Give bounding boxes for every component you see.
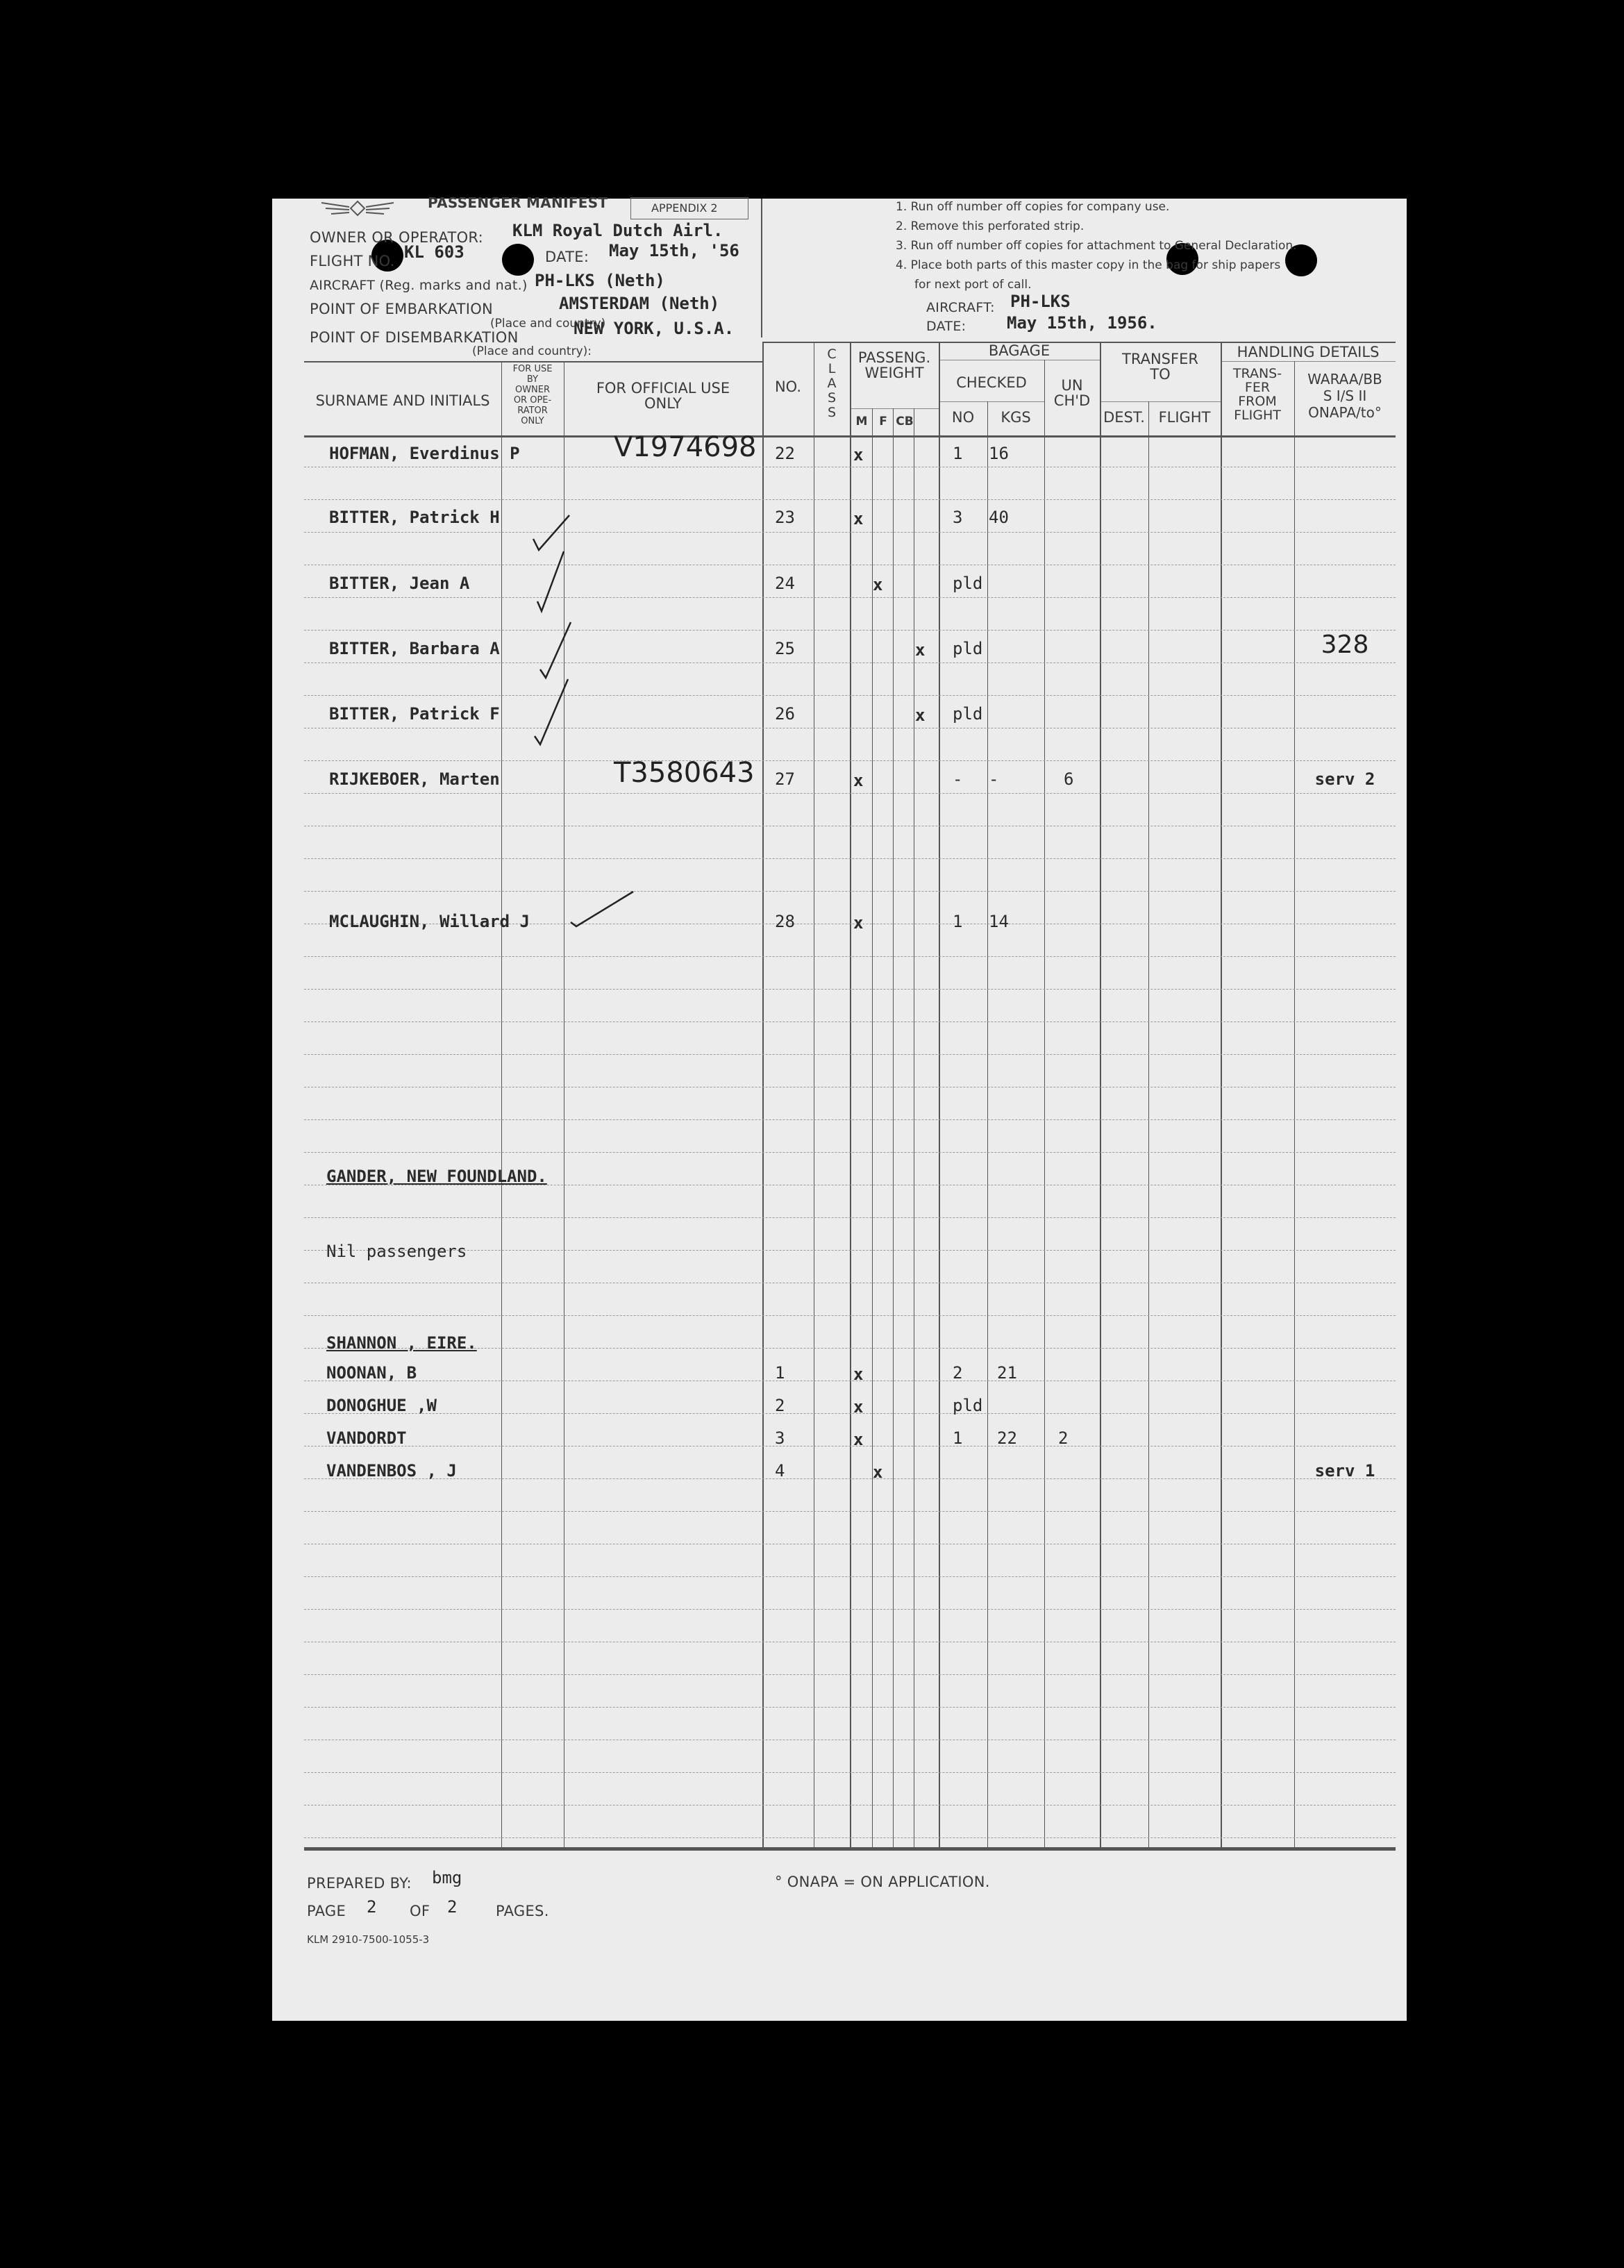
disembarkation-value: NEW YORK, U.S.A. bbox=[574, 319, 735, 338]
passenger-name: BITTER, Jean A bbox=[329, 574, 470, 593]
owner-use-header: FOR USE BY OWNER OR OPE- RATOR ONLY bbox=[512, 364, 553, 426]
weight-m-mark: x bbox=[853, 1430, 864, 1449]
instructions-date-value: May 15th, 1956. bbox=[1007, 313, 1157, 333]
instructions-date-label: DATE: bbox=[926, 319, 966, 334]
instructions-list bbox=[896, 197, 1297, 294]
bag-count: 1 bbox=[953, 1428, 963, 1448]
passenger-name: BITTER, Patrick H bbox=[329, 508, 500, 527]
gander-heading: GANDER, NEW FOUNDLAND. bbox=[326, 1167, 547, 1186]
ruled-line bbox=[304, 956, 1396, 957]
ruled-line bbox=[304, 793, 1396, 794]
handling-value: 328 bbox=[1321, 631, 1369, 659]
ruled-line bbox=[304, 1674, 1396, 1675]
ruled-line bbox=[304, 1478, 1396, 1479]
passenger-number: 28 bbox=[775, 912, 795, 931]
unchecked-value: 6 bbox=[1064, 769, 1074, 789]
passenger-number: 26 bbox=[775, 704, 795, 724]
dest-header: DEST. bbox=[1103, 409, 1145, 426]
embarkation-label: POINT OF EMBARKATION bbox=[310, 301, 494, 317]
instructions-aircraft-value: PH-LKS bbox=[1010, 292, 1071, 311]
weight-m-mark: x bbox=[853, 509, 864, 528]
ruled-line bbox=[304, 1707, 1396, 1708]
aircraft-value: PH-LKS (Neth) bbox=[535, 271, 665, 290]
check-mark-icon bbox=[540, 622, 571, 678]
weight-cb-header: CB bbox=[896, 415, 914, 428]
transfer-rule bbox=[1100, 401, 1221, 402]
ruled-line bbox=[304, 1413, 1396, 1414]
checked-header: CHECKED bbox=[956, 374, 1027, 391]
passenger-name: MCLAUGHIN, Willard J bbox=[329, 912, 530, 931]
weight-f-mark: x bbox=[873, 575, 883, 594]
ruled-line bbox=[304, 760, 1396, 761]
col-line bbox=[893, 408, 894, 1847]
bag-count: - bbox=[953, 769, 963, 789]
flight-label: FLIGHT NO. bbox=[310, 253, 395, 269]
ruled-line bbox=[304, 1152, 1396, 1153]
checked-rule bbox=[939, 401, 1044, 402]
of-label: OF bbox=[410, 1903, 430, 1919]
onapa-note: ° ONAPA = ON APPLICATION. bbox=[775, 1874, 990, 1890]
passenger-name: BITTER, Barbara A bbox=[329, 639, 500, 658]
bag-kgs: 16 bbox=[989, 444, 1009, 463]
airline-wings-logo-icon bbox=[316, 199, 399, 222]
passenger-number: 27 bbox=[775, 769, 795, 789]
weight-m-mark: x bbox=[853, 913, 864, 933]
ruled-line bbox=[304, 1250, 1396, 1251]
page-value: 2 bbox=[367, 1897, 377, 1917]
form-number: KLM 2910-7500-1055-3 bbox=[307, 1933, 430, 1946]
ruled-line bbox=[304, 1576, 1396, 1577]
passenger-number: 23 bbox=[775, 508, 795, 527]
shannon-heading: SHANNON , EIRE. bbox=[326, 1333, 477, 1353]
transfer-from-header: TRANS- FER FROM FLIGHT bbox=[1232, 366, 1282, 423]
bag-count: pld bbox=[953, 574, 983, 593]
col-line bbox=[987, 401, 988, 1847]
bag-kgs: - bbox=[989, 769, 999, 789]
passenger-number: 25 bbox=[775, 639, 795, 658]
passenger-weight-header: PASSENG. WEIGHT bbox=[857, 349, 931, 381]
ruled-line bbox=[304, 891, 1396, 892]
page-label: PAGE bbox=[307, 1903, 346, 1919]
col-line bbox=[1221, 342, 1222, 1847]
check-mark-icon bbox=[569, 887, 639, 929]
weight-m-mark: x bbox=[853, 445, 864, 465]
bag-count: 1 bbox=[953, 912, 963, 931]
col-line bbox=[850, 342, 851, 1847]
no-header: NO. bbox=[774, 378, 802, 395]
col-line bbox=[501, 361, 502, 1847]
weight-f-header: F bbox=[879, 415, 887, 428]
bag-kgs: 40 bbox=[989, 508, 1009, 527]
bag-count: 1 bbox=[953, 444, 963, 463]
check-mark-icon bbox=[537, 551, 564, 611]
passenger-number: 4 bbox=[775, 1461, 785, 1481]
unchecked-header: UN CH'D bbox=[1053, 377, 1091, 409]
ruled-line bbox=[304, 662, 1396, 663]
passenger-number: 22 bbox=[775, 444, 795, 463]
pages-label: PAGES. bbox=[496, 1903, 549, 1919]
passenger-name: NOONAN, B bbox=[326, 1363, 417, 1383]
embarkation-sub: (Place and country) bbox=[490, 317, 606, 331]
weight-m-header: M bbox=[855, 415, 868, 428]
class-header: C L A S S bbox=[827, 347, 837, 420]
handling-rule bbox=[1221, 361, 1396, 362]
surname-header: SURNAME AND INITIALS bbox=[315, 392, 490, 409]
ruled-line bbox=[304, 597, 1396, 598]
ruled-line bbox=[304, 499, 1396, 500]
date-value: May 15th, '56 bbox=[609, 241, 739, 260]
col-line bbox=[1294, 361, 1295, 1847]
col-line bbox=[1148, 401, 1149, 1847]
form-title: PASSENGER MANIFEST bbox=[428, 194, 608, 211]
ruled-line bbox=[304, 989, 1396, 990]
weight-rule bbox=[850, 408, 939, 409]
ruled-line bbox=[304, 1511, 1396, 1512]
passenger-number: 24 bbox=[775, 574, 795, 593]
owner-label: OWNER OR OPERATOR: bbox=[310, 229, 484, 246]
weight-f-mark: x bbox=[873, 1462, 883, 1482]
weight-m-mark: x bbox=[853, 1365, 864, 1384]
passenger-name: VANDENBOS , J bbox=[326, 1461, 457, 1481]
weight-cb-mark: x bbox=[915, 640, 926, 660]
kgs-header: KGS bbox=[1001, 409, 1031, 426]
manifest-sheet bbox=[272, 199, 1407, 2021]
prepared-by-label: PREPARED BY: bbox=[307, 1875, 412, 1892]
col-line bbox=[939, 342, 940, 1847]
bagage-header: BAGAGE bbox=[988, 342, 1050, 359]
instructions-aircraft-label: AIRCRAFT: bbox=[926, 300, 995, 315]
passenger-name: VANDORDT bbox=[326, 1428, 407, 1448]
instruction-item: 2. Remove this perforated strip. bbox=[896, 219, 1085, 233]
instruction-item: 3. Run off number off copies for attachment to General Declaration. bbox=[896, 239, 1297, 253]
perforation-line bbox=[761, 199, 762, 337]
passenger-name: HOFMAN, Everdinus P bbox=[329, 444, 520, 463]
passenger-number: 2 bbox=[775, 1396, 785, 1415]
ruled-line bbox=[304, 1609, 1396, 1610]
passenger-name: BITTER, Patrick F bbox=[329, 704, 500, 724]
col-line bbox=[872, 408, 873, 1847]
disembarkation-sub: (Place and country): bbox=[472, 344, 592, 358]
bag-count: pld bbox=[953, 1396, 983, 1415]
instruction-item: 1. Run off number off copies for company use. bbox=[896, 200, 1170, 214]
ruled-line bbox=[304, 1805, 1396, 1806]
ruled-line bbox=[304, 630, 1396, 631]
handling-value: serv 1 bbox=[1314, 1461, 1375, 1481]
official-use-header: FOR OFFICIAL USE ONLY bbox=[596, 380, 730, 412]
passenger-number: 1 bbox=[775, 1363, 785, 1383]
ruled-line bbox=[304, 532, 1396, 533]
col-line bbox=[1100, 342, 1101, 1847]
official-use-value: T3580643 bbox=[614, 757, 755, 789]
owner-value: KLM Royal Dutch Airl. bbox=[512, 221, 723, 240]
ruled-line bbox=[304, 1119, 1396, 1120]
official-use-value: V1974698 bbox=[614, 431, 757, 463]
ruled-line bbox=[304, 1054, 1396, 1055]
bag-kgs: 14 bbox=[989, 912, 1009, 931]
flight-header: FLIGHT bbox=[1158, 409, 1211, 426]
weight-cb-mark: x bbox=[915, 706, 926, 725]
check-marks bbox=[528, 472, 611, 750]
gander-note: Nil passengers bbox=[326, 1242, 467, 1261]
ruled-line bbox=[304, 1772, 1396, 1773]
waraa-header: WARAA/BB S I/S II ONAPA/to° bbox=[1307, 371, 1382, 421]
bag-count: 3 bbox=[953, 508, 963, 527]
bag-count: pld bbox=[953, 704, 983, 724]
ruled-line bbox=[304, 1217, 1396, 1218]
of-value: 2 bbox=[447, 1897, 458, 1917]
appendix-label: APPENDIX 2 bbox=[651, 201, 718, 215]
table-bottom-rule bbox=[304, 1847, 1396, 1851]
check-mark-icon bbox=[535, 679, 568, 744]
flight-value: KL 603 bbox=[404, 242, 464, 262]
passenger-name: RIJKEBOER, Marten bbox=[329, 769, 500, 789]
punch-hole bbox=[502, 244, 534, 276]
bag-no-header: NO bbox=[951, 409, 975, 426]
ruled-line bbox=[304, 1315, 1396, 1316]
passenger-name: DONOGHUE ,W bbox=[326, 1396, 437, 1415]
ruled-line bbox=[304, 695, 1396, 696]
col-line bbox=[1044, 360, 1045, 1847]
weight-m-mark: x bbox=[853, 771, 864, 790]
handling-header: HANDLING DETAILS bbox=[1237, 344, 1380, 360]
handling-value: serv 2 bbox=[1314, 769, 1375, 789]
bag-kgs: 21 bbox=[997, 1363, 1017, 1383]
date-label: DATE: bbox=[545, 249, 589, 265]
check-mark-icon bbox=[533, 515, 569, 550]
unchecked-value: 2 bbox=[1058, 1428, 1069, 1448]
ruled-line bbox=[304, 1837, 1396, 1838]
bag-kgs: 22 bbox=[997, 1428, 1017, 1448]
bag-count: 2 bbox=[953, 1363, 963, 1383]
embarkation-value: AMSTERDAM (Neth) bbox=[559, 294, 720, 313]
weight-m-mark: x bbox=[853, 1397, 864, 1417]
bag-count: pld bbox=[953, 639, 983, 658]
transfer-header: TRANSFER TO bbox=[1122, 351, 1198, 383]
disembarkation-label: POINT OF DISEMBARKATION bbox=[310, 329, 519, 346]
prepared-by-value: bmg bbox=[432, 1868, 462, 1887]
ruled-line bbox=[304, 858, 1396, 859]
passenger-number: 3 bbox=[775, 1428, 785, 1448]
col-line bbox=[762, 342, 764, 1847]
instruction-item: for next port of call. bbox=[896, 278, 1032, 292]
aircraft-label: AIRCRAFT (Reg. marks and nat.) bbox=[310, 278, 528, 293]
instruction-item: 4. Place both parts of this master copy in the bag for ship papers bbox=[896, 258, 1281, 272]
header-rule bbox=[304, 361, 762, 362]
